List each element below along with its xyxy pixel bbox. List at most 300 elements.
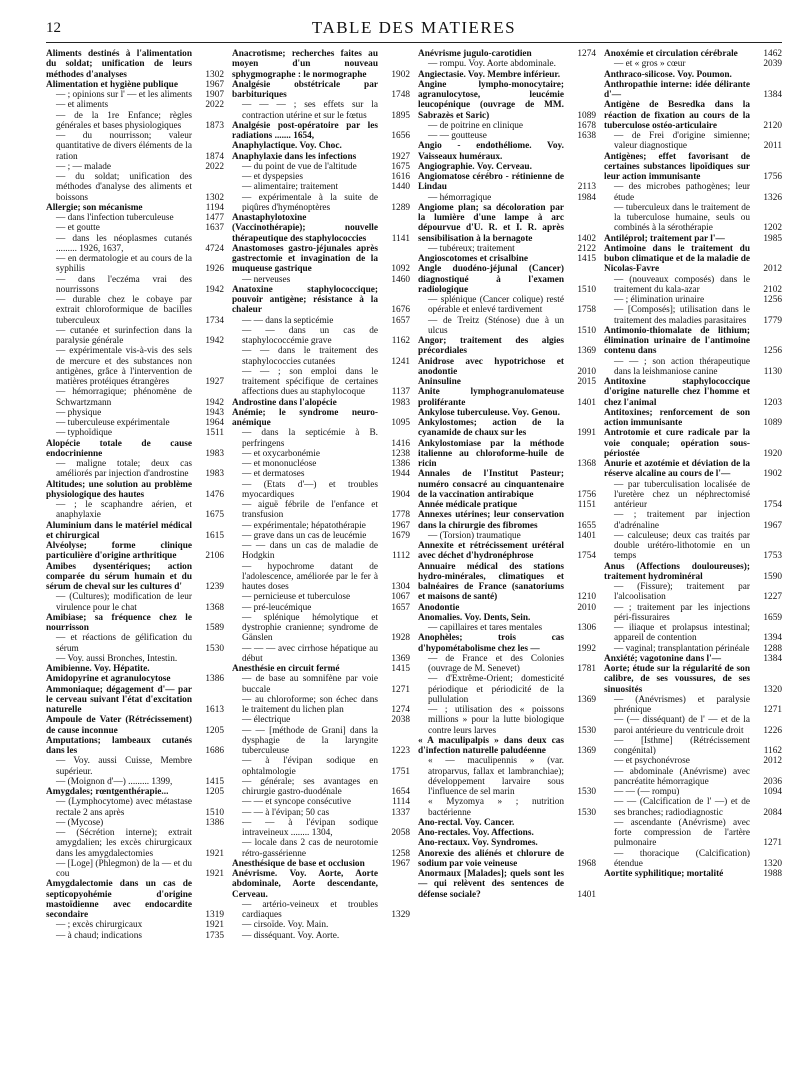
entry-page: 1460 [391, 274, 410, 285]
entry-text: Anévrisme jugulo-carotidien [418, 49, 532, 59]
index-entry [604, 428, 782, 459]
entry-text: Amibiase; sa fréquence chez le nourrisson [46, 612, 192, 633]
index-entry [418, 654, 596, 675]
entry-page: 1289 [391, 202, 410, 213]
index-entry [418, 172, 596, 193]
entry-text: — — dans un cas de staphylococcémie grave [242, 325, 378, 346]
index-entry [232, 869, 410, 900]
index-column-3 [418, 49, 596, 1079]
index-entry [232, 859, 410, 869]
index-entry [232, 346, 410, 367]
entry-text: Angioscotomes et crisalbine [418, 254, 528, 264]
index-entry [604, 408, 782, 429]
index-entry [418, 828, 596, 838]
entry-text: — — goutteuse [428, 131, 487, 141]
entry-page: 1734 [205, 315, 224, 326]
entry-text: — iliaque et prolapsus intestinal; appareil de contention [614, 623, 750, 644]
index-entry [418, 705, 596, 736]
entry-page: 1092 [391, 264, 410, 275]
entry-text: — vaginal; transplantation périnéale [614, 643, 750, 654]
entry-text: — (Anévrismes) et paralysie phrénique [614, 694, 750, 715]
index-entry [418, 316, 596, 337]
index-entry [46, 787, 224, 797]
index-entry [418, 869, 596, 900]
entry-text: — de Frei d'origine simienne; valeur diagnostique [614, 131, 750, 152]
index-entry [604, 59, 782, 69]
index-entry [418, 736, 596, 757]
index-entry [46, 172, 224, 203]
entry-text: — — et syncope consécutive [242, 797, 351, 808]
entry-text: — grave dans un cas de leucémie [242, 530, 367, 541]
index-entry [232, 931, 410, 941]
index-entry [232, 664, 410, 674]
entry-page: 1368 [205, 602, 224, 613]
entry-text: Antiléprol; traitement par l'— [604, 233, 725, 244]
entry-text: Anxiété; vagotonine dans l'— [604, 653, 721, 664]
entry-page: 1758 [577, 305, 596, 316]
entry-page: 1657 [391, 315, 410, 326]
entry-text: Angine lympho-monocytaire; agranulocytose, leucémie leucopénique (ouvrage de MM. Sabrazès et Saric) [418, 79, 564, 121]
index-entry [232, 521, 410, 531]
entry-page: 1942 [205, 397, 224, 408]
entry-text: — et « gros » cœur [614, 59, 686, 70]
entry-text: — (Fissure); traitement par l'alcoolisation [614, 582, 750, 603]
entry-text: Amygdales; rœntgenthérapie... [46, 787, 169, 797]
entry-page: 1902 [763, 469, 782, 480]
index-entry [604, 736, 782, 757]
entry-page: 1130 [763, 366, 782, 377]
entry-text: Anesthésie en circuit fermé [232, 664, 340, 674]
entry-page: 1095 [391, 418, 410, 428]
entry-page: 1326 [763, 192, 782, 203]
entry-page: 1964 [205, 418, 224, 428]
index-entry [232, 449, 410, 459]
entry-page: 1753 [763, 551, 782, 562]
index-entry [46, 756, 224, 777]
entry-text: — expérimentale vis-à-vis des sels de mercure et des substances non antigènes, grâce à l'intervention de matières protéiques étrangères [56, 346, 192, 387]
entry-page: 1402 [577, 233, 596, 244]
index-entry [46, 859, 224, 880]
index-entry [46, 674, 224, 684]
index-entry [604, 152, 782, 183]
index-entry [604, 234, 782, 244]
index-entry [46, 213, 224, 223]
index-entry [604, 654, 782, 664]
index-entry [46, 223, 224, 233]
entry-text: Angiome plan; sa décoloration par la lumière d'une lampe à arc dépourvue d'U. R. et I. R. après sensibilisation à la bernagote [418, 202, 564, 244]
entry-text: — expérimentale à la suite de piqûres d'hyménoptères [242, 192, 378, 213]
index-entry [232, 213, 410, 244]
entry-page: 2012 [763, 264, 782, 275]
entry-text: Androstine dans l'alopécie [232, 397, 337, 408]
index-entry [418, 418, 596, 439]
entry-text: — (Moignon d'—) ......... 1399, [56, 776, 173, 787]
entry-text: — de base au somnifène par voie buccale [242, 674, 378, 695]
index-entry [232, 726, 410, 757]
index-entry [232, 603, 410, 613]
entry-page: 2084 [763, 807, 782, 818]
index-entry [604, 480, 782, 511]
index-entry [418, 59, 596, 69]
entry-page: 1256 [763, 295, 782, 305]
index-column-4 [604, 49, 782, 1079]
entry-text: — du soldat; unification des méthodes d'analyse des aliments et boissons [56, 172, 192, 203]
entry-text: — [Loge] (Phlegmon) de la — et du cou [56, 858, 192, 879]
entry-text: Analgésie post-opératoire par les radiations ....... 1654, [232, 120, 378, 141]
entry-text: — au chloroforme; son échec dans le traitement du lichen plan [242, 694, 378, 715]
entry-text: Amibienne. Voy. Hépatite. [46, 664, 150, 674]
index-entry [232, 326, 410, 347]
index-entry [232, 469, 410, 479]
entry-page: 1384 [763, 653, 782, 664]
entry-page: 2010 [577, 602, 596, 613]
entry-text: — dans l'infection tuberculeuse [56, 213, 174, 223]
entry-page: 1137 [391, 387, 410, 398]
entry-text: — ascendante (Anévrisme) avec forte compression de l'artère pulmonaire [614, 817, 750, 849]
index-entry [418, 295, 596, 316]
index-entry [418, 254, 596, 264]
entry-text: Amputations; lambeaux cutanés dans les [46, 735, 192, 756]
entry-text: — à chaud; indications [56, 930, 142, 941]
index-entry [232, 531, 410, 541]
index-entry [418, 500, 596, 510]
entry-text: — (Mycose) [56, 817, 104, 828]
entry-text: — cirsoïde. Voy. Main. [242, 920, 329, 931]
index-entry [46, 162, 224, 172]
entry-text: Antigène de Besredka dans la réaction de fixation au cours de la tuberculose ostéo-articulaire [604, 100, 750, 131]
index-entry [418, 264, 596, 295]
index-entry [418, 603, 596, 613]
entry-page: 1094 [763, 787, 782, 797]
index-entry [418, 387, 596, 408]
index-entry [418, 244, 596, 254]
entry-page: 1992 [577, 643, 596, 654]
entry-page: 1751 [391, 766, 410, 777]
index-entry [232, 275, 410, 285]
entry-text: — cutanée et surinfection dans la paralysie générale [56, 325, 192, 346]
index-entry [604, 869, 782, 879]
entry-text: — et aliments [56, 100, 109, 111]
entry-page: 1756 [763, 172, 782, 182]
index-entry [418, 623, 596, 633]
entry-page: 1983 [205, 448, 224, 459]
entry-text: Antimonio-thiomalate de lithium; élimination urinaire de l'antimoine contenu dans [604, 325, 750, 357]
entry-page: 1968 [577, 858, 596, 869]
entry-page: 1675 [205, 510, 224, 521]
index-entry [232, 285, 410, 316]
entry-text: — de France et des Colonies (ouvrage de M. Senevet) [428, 653, 564, 674]
entry-page: 1089 [577, 110, 596, 121]
entry-page: 1162 [763, 746, 782, 756]
index-entry [232, 818, 410, 839]
entry-page: 1202 [763, 223, 782, 234]
index-entry [46, 428, 224, 438]
entry-text: Anite lymphogranulomateuse proliférante [418, 387, 564, 408]
index-entry [418, 562, 596, 603]
entry-page: 1735 [205, 930, 224, 941]
entry-text: — ; traitement par injection d'adrénaline [614, 510, 750, 531]
index-entry [46, 931, 224, 941]
index-entry [604, 562, 782, 583]
index-entry [46, 664, 224, 674]
entry-text: Angiomatose cérébro - rétinienne de Lindau [418, 172, 564, 193]
entry-text: Antrotomie et cure radicale par la voie conquale; opération sous-périostée [604, 428, 750, 459]
entry-text: Annuaire médical des stations hydro-minérales, climatiques et balnéaires de France (sanatoriums et maisons de santé) [418, 561, 564, 603]
index-entry [46, 736, 224, 757]
entry-page: 1194 [205, 202, 224, 213]
entry-text: Antigènes; effet favorisant de certaines substances lipoïdiques sur leur action immunisante [604, 151, 750, 182]
index-entry [604, 305, 782, 326]
entry-page: 1210 [577, 592, 596, 603]
entry-text: Aliments destinés à l'alimentation du soldat; unification de leurs méthodes d'analyses [46, 49, 192, 80]
index-entry [232, 562, 410, 593]
entry-text: — dans la septicémie à B. perfringens [242, 428, 378, 449]
index-entry [604, 715, 782, 736]
entry-page: 1927 [391, 151, 410, 162]
index-entry [232, 428, 410, 449]
entry-text: — de poitrine en clinique [428, 120, 524, 131]
entry-page: 2058 [391, 828, 410, 838]
index-entry [232, 797, 410, 807]
entry-page: 1141 [391, 233, 410, 244]
entry-text: — — à l'évipan; 50 cas [242, 807, 330, 818]
index-entry [232, 141, 410, 151]
index-column-2 [232, 49, 410, 1079]
index-entry [232, 49, 410, 80]
entry-text: Aninsuline [418, 377, 461, 387]
entry-page: 1983 [205, 469, 224, 480]
index-entry [232, 808, 410, 818]
entry-page: 1239 [205, 582, 224, 592]
index-entry [232, 193, 410, 214]
index-entry [604, 756, 782, 766]
index-entry [418, 797, 596, 818]
entry-page: 1477 [205, 213, 224, 223]
entry-page: 1401 [577, 889, 596, 900]
entry-text: « — maculipennis » (var. atroparvus, fallax et lambranchiae); développement larvaire sous l'influence de sel marin [428, 756, 564, 797]
index-entry [46, 459, 224, 480]
entry-page: 1943 [205, 407, 224, 418]
entry-page: 1415 [205, 776, 224, 787]
index-entry [232, 182, 410, 192]
index-entry [418, 838, 596, 848]
entry-page: 1530 [577, 725, 596, 736]
index-entry [46, 326, 224, 347]
entry-text: — rompu. Voy. Aorte abdominale. [428, 59, 556, 70]
entry-page: 1873 [205, 120, 224, 131]
index-entry [418, 408, 596, 418]
entry-text: — — — ; ses effets sur la contraction utérine et sur le fœtus [242, 100, 378, 121]
entry-page: 1638 [577, 131, 596, 141]
entry-page: 1748 [391, 90, 410, 100]
entry-text: — — dans le traitement des staphylococcies cutanées [242, 346, 378, 367]
entry-page: 1589 [205, 623, 224, 633]
index-entry [232, 162, 410, 172]
entry-text: Aorte; étude sur la régularité de son calibre, de ses voussures, de ses sinuosités [604, 664, 750, 695]
entry-page: 1778 [391, 510, 410, 521]
index-entry [418, 674, 596, 705]
entry-text: — Voy. aussi Cuisse, Membre supérieur. [56, 756, 192, 777]
entry-text: Anastaphylotoxine (Vaccinothérapie); nouvelle thérapeutique des staphylococcies [232, 213, 378, 244]
index-entry [418, 203, 596, 244]
entry-text: Ano-rectales. Voy. Affections. [418, 828, 534, 838]
entry-text: Anaphylactique. Voy. Choc. [232, 141, 342, 152]
entry-page: 1944 [391, 469, 410, 480]
entry-text: — hypochrome datant de l'adolescence, améliorée par le fer à hautes doses [242, 561, 378, 592]
index-entry [604, 244, 782, 275]
index-entry [604, 582, 782, 603]
entry-page: 1616 [391, 172, 410, 182]
entry-text: — [Composés]; utilisation dans le traitement des maladies parasitaires [614, 305, 750, 326]
index-entry [46, 254, 224, 275]
entry-page: 1162 [391, 336, 410, 346]
index-entry [604, 326, 782, 357]
index-entry [232, 674, 410, 695]
entry-text: « A maculipalpis » dans deux cas d'infection naturelle paludéenne [418, 735, 564, 756]
entry-text: Antitoxine staphylococcique d'origine naturelle chez l'homme et chez l'animal [604, 377, 750, 408]
entry-page: 1329 [391, 910, 410, 920]
entry-text: Anidrose avec hypotrichose et anodontie [418, 356, 564, 377]
entry-text: — splénique hémolytique et dystrophie cranienne; syndrome de Gänslen [242, 612, 378, 644]
entry-text: — et goutte [56, 223, 100, 234]
entry-page: 1967 [391, 858, 410, 869]
entry-page: 1779 [763, 315, 782, 326]
entry-text: — des microbes pathogènes; leur étude [614, 182, 750, 203]
entry-page: 1401 [577, 397, 596, 408]
index-entry [46, 295, 224, 326]
index-entry [232, 541, 410, 562]
index-entry [232, 244, 410, 275]
entry-text: — hémorragique [428, 192, 492, 203]
entry-page: 1462 [763, 49, 782, 59]
entry-page: 1256 [763, 346, 782, 357]
entry-page: 1337 [391, 807, 410, 818]
entry-text: — (Lymphocytome) avec métastase rectale 2 ans après [56, 797, 192, 818]
entry-text: Anatoxine staphylococcique; pouvoir antigène; résistance à la chaleur [232, 284, 378, 316]
index-entry [418, 70, 596, 80]
entry-page: 1401 [577, 530, 596, 541]
entry-text: — (— disséquant) de l' — et de la paroi antérieure du ventricule droit [614, 715, 750, 736]
entry-page: 2120 [763, 120, 782, 131]
entry-text: Amidopyrine et agranulocytose [46, 674, 171, 685]
index-entry [418, 439, 596, 470]
entry-text: — capillaires et tares mentales [428, 623, 543, 633]
entry-text: — et réactions de gélification du sérum [56, 633, 192, 654]
entry-page: 1227 [763, 592, 782, 603]
entry-text: Anthropathie interne: idée délirante d'— [604, 79, 750, 100]
index-entry [46, 346, 224, 387]
index-entry [418, 531, 596, 541]
entry-page: 1369 [577, 694, 596, 705]
index-entry [604, 623, 782, 644]
entry-text: — et dyspepsies [242, 172, 303, 182]
entry-text: — typhoïdique [56, 428, 113, 439]
entry-page: 1967 [391, 520, 410, 531]
entry-page: 1679 [391, 530, 410, 541]
page-header [46, 18, 782, 43]
index-entry [232, 408, 410, 429]
entry-text: Ankylose tuberculeuse. Voy. Genou. [418, 407, 560, 418]
index-entry [604, 70, 782, 80]
entry-page: 1203 [763, 397, 782, 408]
index-entry [46, 879, 224, 920]
entry-text: Anus (Affections douloureuses); traitement hydrominéral [604, 561, 750, 582]
index-entry [232, 838, 410, 859]
entry-page: 1921 [205, 920, 224, 931]
entry-text: — expérimentale; hépatothérapie [242, 520, 366, 531]
entry-page: 1306 [577, 623, 596, 633]
entry-page: 1258 [391, 848, 410, 859]
entry-text: — — ; son action thérapeutique dans la leishmaniose canine [614, 356, 750, 377]
entry-page: 2022 [205, 100, 224, 111]
entry-page: 2015 [577, 377, 596, 387]
entry-text: Anophèles; trois cas d'hypométabolisme chez les — [418, 633, 564, 654]
entry-page: 2039 [763, 59, 782, 70]
index-entry [232, 121, 410, 142]
entry-page: 1657 [391, 602, 410, 613]
entry-text: Angor; traitement des algies précordiales [418, 336, 564, 357]
entry-page: 2010 [577, 366, 596, 377]
entry-page: 1223 [391, 746, 410, 756]
index-entry [604, 182, 782, 203]
entry-page: 2022 [205, 161, 224, 172]
index-entry [46, 521, 224, 542]
entry-page: 1511 [205, 428, 224, 439]
index-entry [232, 459, 410, 469]
entry-text: — par tuberculisation localisée de l'uretère chez un néphrectomisé antérieur [614, 479, 750, 510]
entry-page: 1895 [391, 110, 410, 121]
entry-text: — du point de vue de l'altitude [242, 161, 357, 172]
entry-page: 2113 [577, 182, 596, 193]
entry-text: — à l'évipan sodique en ophtalmologie [242, 756, 378, 777]
entry-page: 1920 [763, 448, 782, 459]
entry-text: — dans l'eczéma vrai des nourrissons [56, 274, 192, 295]
entry-page: 1921 [205, 869, 224, 879]
entry-text: — et psychonévrose [614, 756, 690, 767]
entry-text: — (nouveaux composés) dans le traitement du kala-azar [614, 274, 750, 295]
index-entry [46, 387, 224, 408]
entry-text: — de la 1re Enfance; règles générales et bases physiologiques [56, 110, 192, 131]
entry-page: 1781 [577, 664, 596, 674]
entry-page: 1655 [577, 520, 596, 531]
entry-text: Anastomoses gastro-jéjunales après gastrectomie et invagination de la muqueuse gastrique [232, 243, 378, 275]
entry-text: — pernicieuse et tuberculose [242, 592, 351, 603]
index-entry [46, 131, 224, 162]
entry-page: 1983 [391, 397, 410, 408]
entry-page: 1659 [763, 612, 782, 623]
entry-text: — [Isthme] (Rétrécissement congénital) [614, 735, 750, 756]
entry-page: 1274 [391, 705, 410, 715]
index-entry [46, 234, 224, 255]
entry-text: — du nourrisson; valeur quantitative de divers éléments de la ration [56, 131, 192, 162]
entry-page: 1320 [763, 684, 782, 695]
index-entry [604, 695, 782, 716]
entry-page: 1942 [205, 336, 224, 346]
index-entry [418, 80, 596, 121]
entry-page: 1089 [763, 418, 782, 428]
entry-text: — et mononucléose [242, 459, 317, 469]
entry-text: — ; utilisation des « poissons millions » pour la lutte biologique contre leurs larves [428, 705, 564, 736]
entry-page: 1967 [205, 79, 224, 90]
index-entry [418, 121, 596, 131]
entry-page: 1241 [391, 356, 410, 367]
index-entry [46, 685, 224, 716]
entry-page: 1902 [391, 69, 410, 80]
entry-page: 1927 [205, 377, 224, 387]
entry-page: 1654 [391, 787, 410, 797]
entry-text: Anesthésique de base et occlusion [232, 858, 365, 869]
entry-text: Annales de l'Institut Pasteur; numéro consacré au cinquantenaire de la vaccination antirabique [418, 469, 564, 500]
